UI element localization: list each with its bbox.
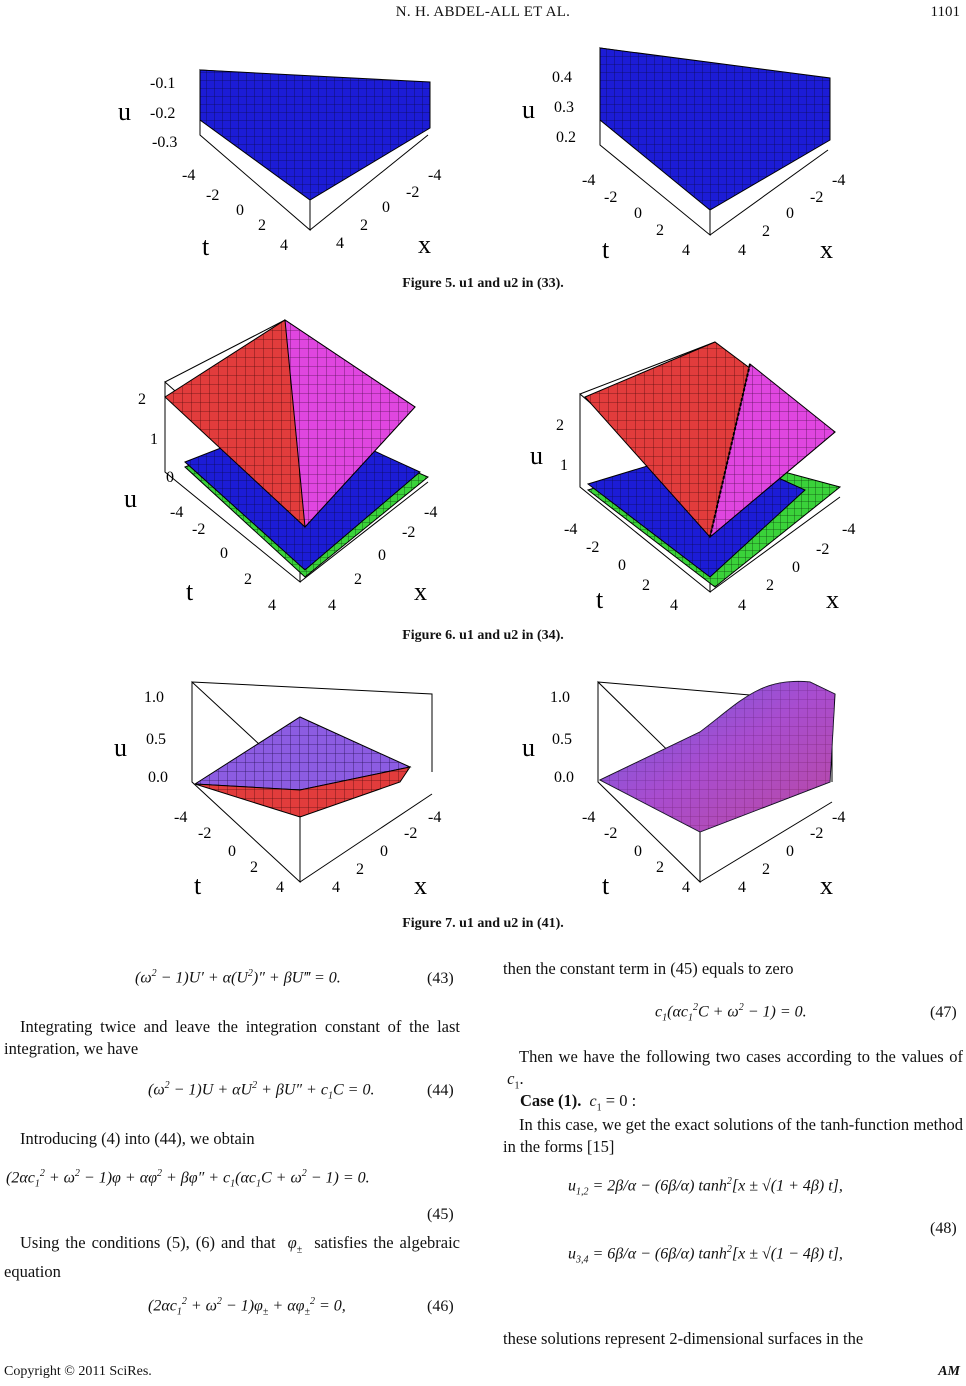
fig7-right-t-tick-4: 4 bbox=[682, 879, 690, 896]
fig5-right-plot bbox=[522, 48, 845, 264]
fig6-left-x-tick-3: 2 bbox=[354, 571, 362, 588]
equation-47: $c_1(\alpha c_1^2C + \omega^2 - 1) = 0$. bbox=[655, 1002, 807, 1024]
fig7-left-t-tick-3: 2 bbox=[250, 859, 258, 876]
fig7-right-t-tick-2: 0 bbox=[634, 843, 642, 860]
fig6-right-x-tick-3: 2 bbox=[766, 577, 774, 594]
fig7-left-x-tick-0: -4 bbox=[428, 809, 442, 826]
case-1-label: Case (1). bbox=[520, 1091, 582, 1110]
fig7-right-x-tick-1: -2 bbox=[810, 825, 824, 842]
fig5-left-t-tick-0: -4 bbox=[182, 167, 196, 184]
fig6-left-u-tick-1: 1 bbox=[150, 431, 158, 448]
fig7-right-x-tick-3: 2 bbox=[762, 861, 770, 878]
fig5-left-t-tick-3: 2 bbox=[258, 217, 266, 234]
fig5-left-x-tick-0: -4 bbox=[428, 167, 442, 184]
fig6-right-x-tick-0: -4 bbox=[842, 521, 856, 538]
left-paragraph-3b: satisfies the algebraic equation bbox=[4, 1233, 461, 1282]
equation-48-number: (48) bbox=[930, 1220, 957, 1237]
fig6-right-t-tick-1: -2 bbox=[586, 539, 600, 556]
fig5-right-t-tick-1: -2 bbox=[604, 189, 618, 206]
left-paragraph-2: Introducing (4) into (44), we obtain bbox=[20, 1129, 255, 1148]
right-paragraph-2: Then we have the following two cases according to the values of $c_1$. bbox=[503, 1047, 963, 1092]
fig6-left-plot bbox=[124, 320, 437, 614]
fig6-left-x-label: x bbox=[414, 577, 427, 606]
fig7-left-u-tick-1: 0.5 bbox=[146, 731, 166, 748]
fig6-right-x-label: x bbox=[826, 585, 839, 614]
right-paragraph-4: these solutions represent 2-dimensional surfaces in the bbox=[503, 1329, 864, 1348]
fig5-right-t-tick-2: 0 bbox=[634, 205, 642, 222]
page-number: 1101 bbox=[930, 4, 960, 20]
running-header: N. H. ABDEL-ALL ET AL. bbox=[395, 4, 571, 20]
fig5-left-u-tick-2: -0.3 bbox=[152, 134, 178, 151]
equation-43-number: (43) bbox=[427, 970, 454, 987]
fig7-right-x-tick-0: -4 bbox=[832, 809, 846, 826]
equation-44: $(\omega^2 - 1)U + \alpha U^2 + \beta U'' + c_1C = 0$. bbox=[148, 1080, 375, 1102]
case-1-line: Case (1). $c_1 = 0$ : bbox=[520, 1091, 637, 1114]
fig5-right-x-label: x bbox=[820, 235, 833, 264]
fig7-left-u-label: u bbox=[114, 733, 127, 762]
fig7-right-t-tick-1: -2 bbox=[604, 825, 618, 842]
fig5-left-plot bbox=[118, 70, 441, 261]
fig7-right-t-label: t bbox=[602, 871, 610, 900]
equation-43: $(\omega^2 - 1)U' + \alpha(U^2)''$ + βU‴ = 0. bbox=[135, 968, 341, 987]
right-paragraph-1: then the constant term in (45) equals to zero bbox=[503, 959, 794, 978]
fig5-right-x-tick-0: -4 bbox=[832, 172, 846, 189]
figure-7 bbox=[110, 672, 860, 904]
fig6-left-t-tick-3: 2 bbox=[244, 571, 252, 588]
fig6-left-u-tick-0: 2 bbox=[138, 391, 146, 408]
fig7-right-plot bbox=[522, 681, 845, 900]
fig6-left-t-label: t bbox=[186, 577, 194, 606]
fig6-right-t-label: t bbox=[596, 585, 604, 614]
fig5-right-t-tick-3: 2 bbox=[656, 222, 664, 239]
fig5-right-u-tick-2: 0.2 bbox=[556, 129, 576, 146]
fig7-right-t-tick-3: 2 bbox=[656, 859, 664, 876]
equation-48b: $u_{3,4} = 6\beta/\alpha - (6\beta/\alpha) \tanh^2[x \pm √(1 - 4\beta)$ t], bbox=[568, 1244, 843, 1266]
figure-6 bbox=[110, 312, 860, 630]
fig6-right-t-tick-2: 0 bbox=[618, 557, 626, 574]
equation-46: $(2\alpha c_1^2 + \omega^2 - 1)\varphi_\pm + \alpha\varphi_\pm^2 = 0$, bbox=[148, 1296, 346, 1318]
fig7-right-t-tick-0: -4 bbox=[582, 809, 596, 826]
fig5-left-t-label: t bbox=[202, 232, 210, 261]
fig5-right-t-tick-0: -4 bbox=[582, 172, 596, 189]
equation-44-number: (44) bbox=[427, 1082, 454, 1099]
fig6-left-x-tick-4: 4 bbox=[328, 597, 336, 614]
figure-7-caption: Figure 7. u1 and u2 in (41). bbox=[402, 916, 564, 931]
fig6-left-u-label: u bbox=[124, 484, 137, 513]
fig6-right-u-label: u bbox=[530, 441, 543, 470]
equation-45-number: (45) bbox=[427, 1206, 454, 1223]
fig5-left-x-label: x bbox=[418, 230, 431, 259]
figure-6-caption: Figure 6. u1 and u2 in (34). bbox=[402, 628, 564, 643]
equation-47-number: (47) bbox=[930, 1004, 957, 1021]
fig6-left-t-tick-4: 4 bbox=[268, 597, 276, 614]
fig5-left-x-tick-2: 0 bbox=[382, 199, 390, 216]
fig7-left-x-tick-4: 4 bbox=[332, 879, 340, 896]
fig7-left-t-tick-1: -2 bbox=[198, 825, 212, 842]
fig7-right-u-tick-0: 1.0 bbox=[550, 689, 570, 706]
fig5-left-u-label: u bbox=[118, 97, 131, 126]
fig5-left-x-tick-3: 2 bbox=[360, 217, 368, 234]
fig6-left-x-tick-2: 0 bbox=[378, 547, 386, 564]
fig5-right-x-tick-1: -2 bbox=[810, 189, 824, 206]
fig6-left-x-tick-0: -4 bbox=[424, 504, 438, 521]
left-paragraph-1: Integrating twice and leave the integration constant of the last integration, we have bbox=[4, 1017, 460, 1058]
fig6-right-u-tick-1: 1 bbox=[560, 457, 568, 474]
fig5-right-x-tick-3: 2 bbox=[762, 223, 770, 240]
fig7-left-x-tick-1: -2 bbox=[404, 825, 418, 842]
fig7-left-x-tick-2: 0 bbox=[380, 843, 388, 860]
fig5-left-x-tick-4: 4 bbox=[336, 235, 344, 252]
fig7-left-u-tick-2: 0.0 bbox=[148, 769, 168, 786]
fig5-left-t-tick-4: 4 bbox=[280, 237, 288, 254]
fig6-right-t-tick-4: 4 bbox=[670, 597, 678, 614]
fig6-right-x-tick-2: 0 bbox=[792, 559, 800, 576]
copyright-footer: Copyright © 2011 SciRes. bbox=[4, 1364, 152, 1379]
fig7-right-u-tick-2: 0.0 bbox=[554, 769, 574, 786]
right-paragraph-2a: Then we have the following two cases according to the values of bbox=[519, 1047, 963, 1066]
figure-5 bbox=[110, 40, 860, 268]
journal-abbrev: AM bbox=[938, 1364, 960, 1379]
fig7-right-x-label: x bbox=[820, 871, 833, 900]
fig6-right-plot bbox=[530, 342, 855, 614]
fig5-right-t-tick-4: 4 bbox=[682, 242, 690, 259]
fig6-right-u-tick-0: 2 bbox=[556, 417, 564, 434]
fig6-left-t-tick-2: 0 bbox=[220, 545, 228, 562]
fig5-left-x-tick-1: -2 bbox=[406, 184, 420, 201]
fig5-left-t-tick-2: 0 bbox=[236, 202, 244, 219]
fig5-right-t-label: t bbox=[602, 235, 610, 264]
left-paragraph-3a: Using the conditions (5), (6) and that bbox=[20, 1233, 276, 1252]
fig6-right-x-tick-4: 4 bbox=[738, 597, 746, 614]
fig6-left-t-tick-0: -4 bbox=[170, 504, 184, 521]
fig7-left-t-tick-4: 4 bbox=[276, 879, 284, 896]
equation-48a: $u_{1,2} = 2\beta/\alpha - (6\beta/\alpha) \tanh^2[x \pm √(1 + 4\beta)$ t], bbox=[568, 1176, 843, 1198]
figure-5-caption: Figure 5. u1 and u2 in (33). bbox=[402, 276, 564, 291]
fig5-right-u-tick-1: 0.3 bbox=[554, 99, 574, 116]
fig5-right-x-tick-4: 4 bbox=[738, 242, 746, 259]
fig7-left-u-tick-0: 1.0 bbox=[144, 689, 164, 706]
fig5-right-x-tick-2: 0 bbox=[786, 205, 794, 222]
right-paragraph-3: In this case, we get the exact solutions of the tanh-function method in the forms [15] bbox=[503, 1115, 963, 1156]
fig6-right-t-tick-0: -4 bbox=[564, 521, 578, 538]
fig6-left-u-tick-2: 0 bbox=[166, 469, 174, 486]
fig7-left-x-label: x bbox=[414, 871, 427, 900]
fig7-right-x-tick-2: 0 bbox=[786, 843, 794, 860]
fig6-right-t-tick-3: 2 bbox=[642, 577, 650, 594]
fig5-left-t-tick-1: -2 bbox=[206, 187, 220, 204]
fig5-right-u-tick-0: 0.4 bbox=[552, 69, 572, 86]
fig5-right-u-label: u bbox=[522, 95, 535, 124]
fig7-left-t-label: t bbox=[194, 871, 202, 900]
fig6-left-t-tick-1: -2 bbox=[192, 521, 206, 538]
fig5-left-u-tick-1: -0.2 bbox=[150, 105, 176, 122]
fig7-left-t-tick-0: -4 bbox=[174, 809, 188, 826]
fig7-right-x-tick-4: 4 bbox=[738, 879, 746, 896]
fig6-right-x-tick-1: -2 bbox=[816, 541, 830, 558]
fig7-right-u-label: u bbox=[522, 733, 535, 762]
fig7-left-plot bbox=[114, 682, 441, 900]
fig5-left-u-tick-0: -0.1 bbox=[150, 75, 176, 92]
equation-46-number: (46) bbox=[427, 1298, 454, 1315]
fig7-left-t-tick-2: 0 bbox=[228, 843, 236, 860]
fig7-left-x-tick-3: 2 bbox=[356, 861, 364, 878]
fig7-right-u-tick-1: 0.5 bbox=[552, 731, 572, 748]
equation-45: $(2\alpha c_1^2 + \omega^2 - 1)\varphi + \alpha\varphi^2 + \beta\varphi'' + c_1(\alpha c_1C + \omega^2 - 1) = 0$. bbox=[6, 1168, 370, 1190]
fig6-left-x-tick-1: -2 bbox=[402, 524, 416, 541]
left-paragraph-3: Using the conditions (5), (6) and that $\varphi_\pm$ satisfies the algebraic equation bbox=[4, 1233, 461, 1282]
